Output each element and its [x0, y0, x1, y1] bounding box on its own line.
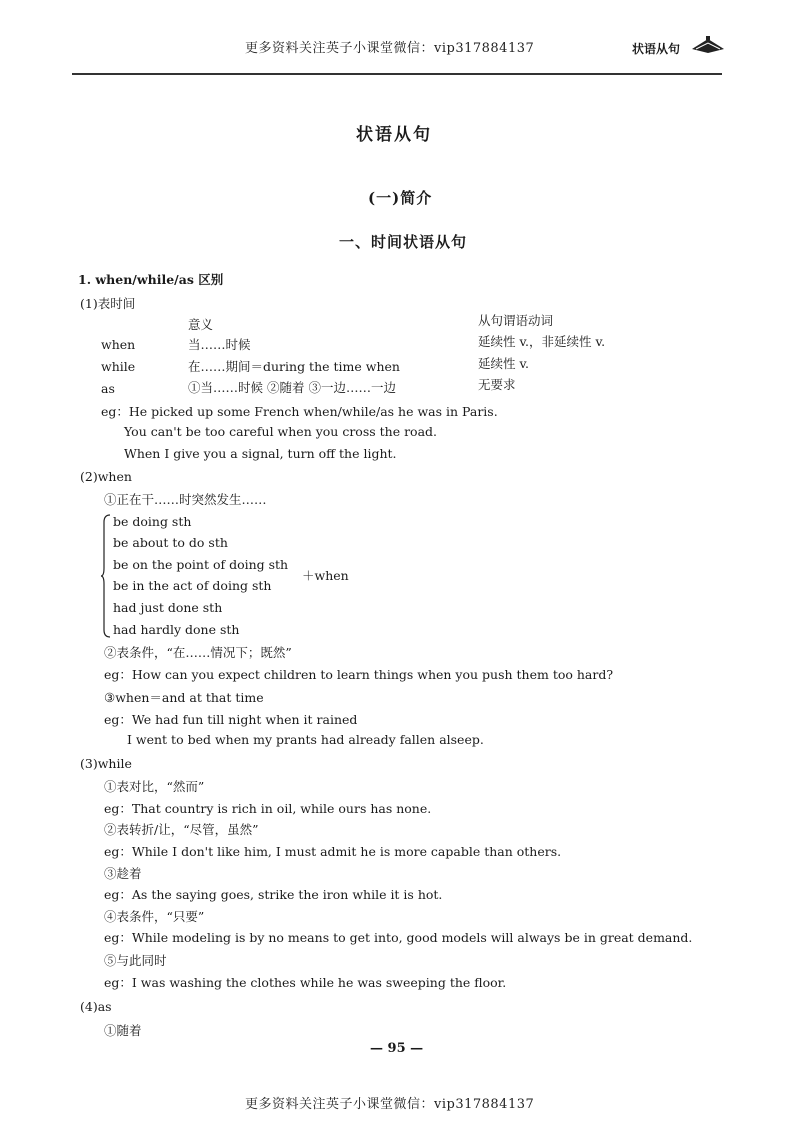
part1-heading: 1. when/while/as 区别 — [78, 272, 224, 287]
example-sentence: eg：He picked up some French when/while/as he was in Paris. — [101, 404, 498, 419]
time-label: (1)表时间 — [80, 296, 136, 311]
example-sentence: eg：We had fun till night when it rained — [104, 712, 358, 727]
col-verb: 从句谓语动词 — [478, 313, 554, 328]
plus-when: ＋when — [302, 568, 349, 583]
section-heading: (一)简介 — [368, 189, 433, 207]
row-word: as — [101, 381, 115, 396]
meaning-item: ①表对比，“然而” — [104, 779, 205, 794]
row-verb: 延续性 v. — [478, 356, 530, 371]
example-sentence: eg：That country is rich in oil, while ours has none. — [104, 801, 432, 816]
example-sentence: I went to bed when my prants had already fallen alseep. — [127, 732, 484, 747]
page-number: — 95 — — [370, 1041, 424, 1056]
example-sentence: eg：How can you expect children to learn things when you push them too hard? — [104, 667, 614, 682]
meaning-item: ①随着 — [104, 1023, 142, 1038]
subsection-heading: 一、时间状语从句 — [339, 233, 468, 251]
example-sentence: eg：I was washing the clothes while he was sweeping the floor. — [104, 975, 507, 990]
meaning-item: ③when＝and at that time — [104, 690, 264, 705]
row-verb: 延续性 v.，非延续性 v. — [478, 334, 606, 349]
row-meaning: ①当……时候 ②随着 ③一边……一边 — [188, 380, 396, 395]
row-word: while — [101, 359, 136, 374]
meaning-item: ①正在干……时突然发生…… — [104, 492, 267, 507]
watermark-top: 更多资料关注英子小课堂微信：vip317884137 — [245, 41, 535, 56]
list-item: be doing sth — [113, 514, 192, 529]
example-sentence: eg：As the saying goes, strike the iron while it is hot. — [104, 887, 443, 902]
meaning-item: ②表条件，“在……情况下；既然” — [104, 645, 292, 660]
meaning-item: ②表转折/让，“尽管，虽然” — [104, 822, 259, 837]
when-label: (2)when — [80, 469, 132, 484]
row-verb: 无要求 — [478, 377, 516, 392]
while-label: (3)while — [80, 756, 132, 771]
row-meaning: 当……时候 — [188, 337, 251, 352]
page-title: 状语从句 — [356, 125, 432, 145]
list-item: had hardly done sth — [113, 622, 240, 637]
example-sentence: eg：While modeling is by no means to get into, good models will always be in great demand. — [104, 930, 693, 945]
watermark-bottom: 更多资料关注英子小课堂微信：vip317884137 — [245, 1097, 535, 1112]
header-chapter: 状语从句 — [632, 42, 681, 56]
as-label: (4)as — [80, 999, 112, 1014]
row-word: when — [101, 337, 136, 352]
example-sentence: When I give you a signal, turn off the light. — [124, 446, 397, 461]
header-rule — [72, 73, 722, 75]
example-sentence: eg：While I don't like him, I must admit he is more capable than others. — [104, 844, 562, 859]
meaning-item: ④表条件，“只要” — [104, 909, 205, 924]
list-item: be about to do sth — [113, 535, 228, 550]
meaning-item: ⑤与此同时 — [104, 953, 167, 968]
list-item: be in the act of doing sth — [113, 578, 272, 593]
example-sentence: You can't be too careful when you cross the road. — [124, 424, 438, 439]
list-item: had just done sth — [113, 600, 223, 615]
list-item: be on the point of doing sth — [113, 557, 289, 572]
meaning-item: ③趁着 — [104, 866, 142, 881]
col-meaning: 意义 — [188, 317, 214, 332]
row-meaning: 在……期间＝during the time when — [188, 359, 400, 374]
brace-icon — [101, 514, 111, 638]
book-icon — [690, 35, 726, 55]
